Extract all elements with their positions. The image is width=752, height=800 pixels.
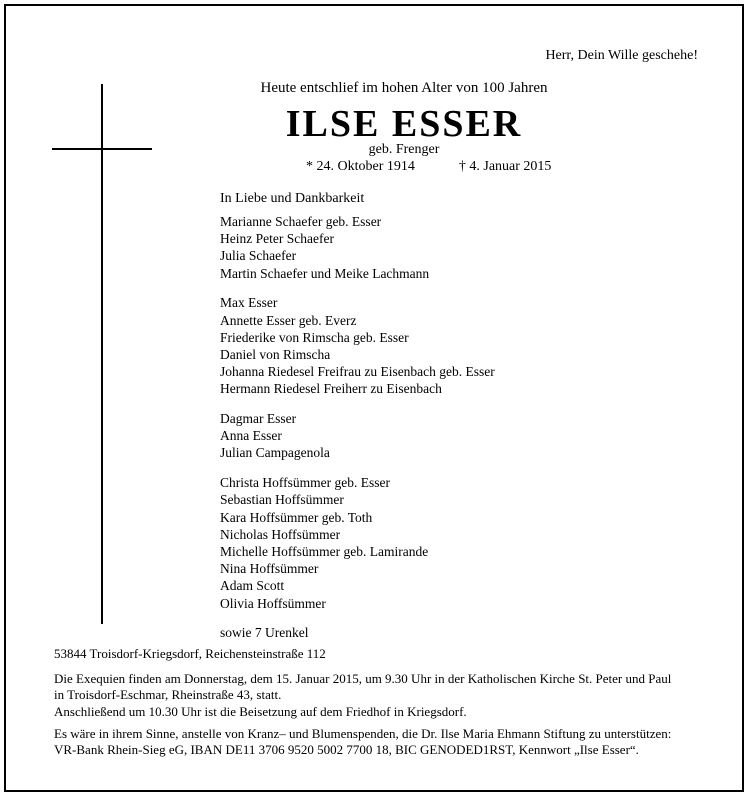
mourner-name: Kara Hoffsümmer geb. Toth	[220, 509, 373, 525]
life-dates	[306, 159, 551, 175]
mourner-group	[220, 474, 495, 612]
mourner-name: Heinz Peter Schaefer	[220, 231, 334, 247]
mourner-name: Martin Schaefer und Meike Lachmann	[220, 265, 430, 281]
mourner-name: Christa Hoffsümmer geb. Esser	[220, 475, 390, 491]
address: 53844 Troisdorf-Kriegsdorf, Reichensteinstraße 112	[54, 646, 326, 661]
mourner-name: Adam Scott	[220, 578, 285, 594]
service-info-line: in Troisdorf-Eschmar, Rheinstraße 43, statt.	[54, 687, 282, 703]
mourner-name: Julian Campagenola	[220, 445, 330, 461]
deceased-name: ILSE ESSER	[285, 103, 523, 145]
mourner-name: Daniel von Rimscha	[220, 346, 331, 362]
donation-info-line: VR-Bank Rhein-Sieg eG, IBAN DE11 3706 9520 5002 7700 18, BIC GENODED1RST, Kennwort „Ilse Esser“.	[54, 742, 639, 758]
mourners-list	[220, 213, 495, 641]
mourner-name: Julia Schaefer	[220, 248, 297, 264]
mourner-name: Nina Hoffsümmer	[220, 561, 319, 577]
motto: Herr, Dein Wille geschehe!	[545, 48, 698, 63]
mourner-name: Friederike von Rimscha geb. Esser	[220, 329, 409, 345]
mourner-name: Hermann Riedesel Freiherr zu Eisenbach	[220, 381, 442, 397]
birth-date: * 24. Oktober 1914	[306, 159, 415, 174]
great-grandchildren: sowie 7 Urenkel	[220, 625, 309, 641]
mourner-name: Olivia Hoffsümmer	[220, 595, 326, 611]
mourner-name: Annette Esser geb. Everz	[220, 312, 357, 328]
mourner-name: Max Esser	[220, 295, 278, 311]
birth-name: geb. Frenger	[368, 142, 440, 157]
donation-info-line: Es wäre in ihrem Sinne, anstelle von Kranz– und Blumenspenden, die Dr. Ilse Maria Ehmann Stiftung zu unterstützen:	[54, 725, 672, 741]
obituary-notice	[4, 4, 744, 792]
mourner-name: Sebastian Hoffsümmer	[220, 492, 344, 508]
cross-icon-vertical	[101, 84, 103, 624]
mourner-name: Johanna Riedesel Freifrau zu Eisenbach geb. Esser	[220, 364, 495, 380]
mourner-name: Michelle Hoffsümmer geb. Lamirande	[220, 543, 429, 559]
service-info-line: Anschließend um 10.30 Uhr ist die Beisetzung auf dem Friedhof in Kriegsdorf.	[54, 703, 467, 719]
mourner-name: Marianne Schaefer geb. Esser	[220, 214, 382, 229]
service-info-line: Die Exequien finden am Donnerstag, dem 15. Januar 2015, um 9.30 Uhr in der Katholischen Kirche St. Peter und Paul	[54, 671, 672, 687]
death-date: † 4. Januar 2015	[458, 159, 552, 174]
mourner-group	[220, 410, 495, 462]
dedication: In Liebe und Dankbarkeit	[220, 191, 365, 206]
mourner-group	[220, 294, 495, 397]
mourner-name: Dagmar Esser	[220, 411, 297, 427]
mourner-name: Nicholas Hoffsümmer	[220, 526, 341, 542]
intro-text: Heute entschlief im hohen Alter von 100 Jahren	[260, 80, 548, 96]
mourner-group	[220, 213, 495, 282]
mourner-name: Anna Esser	[220, 428, 282, 444]
footer-info	[54, 646, 734, 758]
